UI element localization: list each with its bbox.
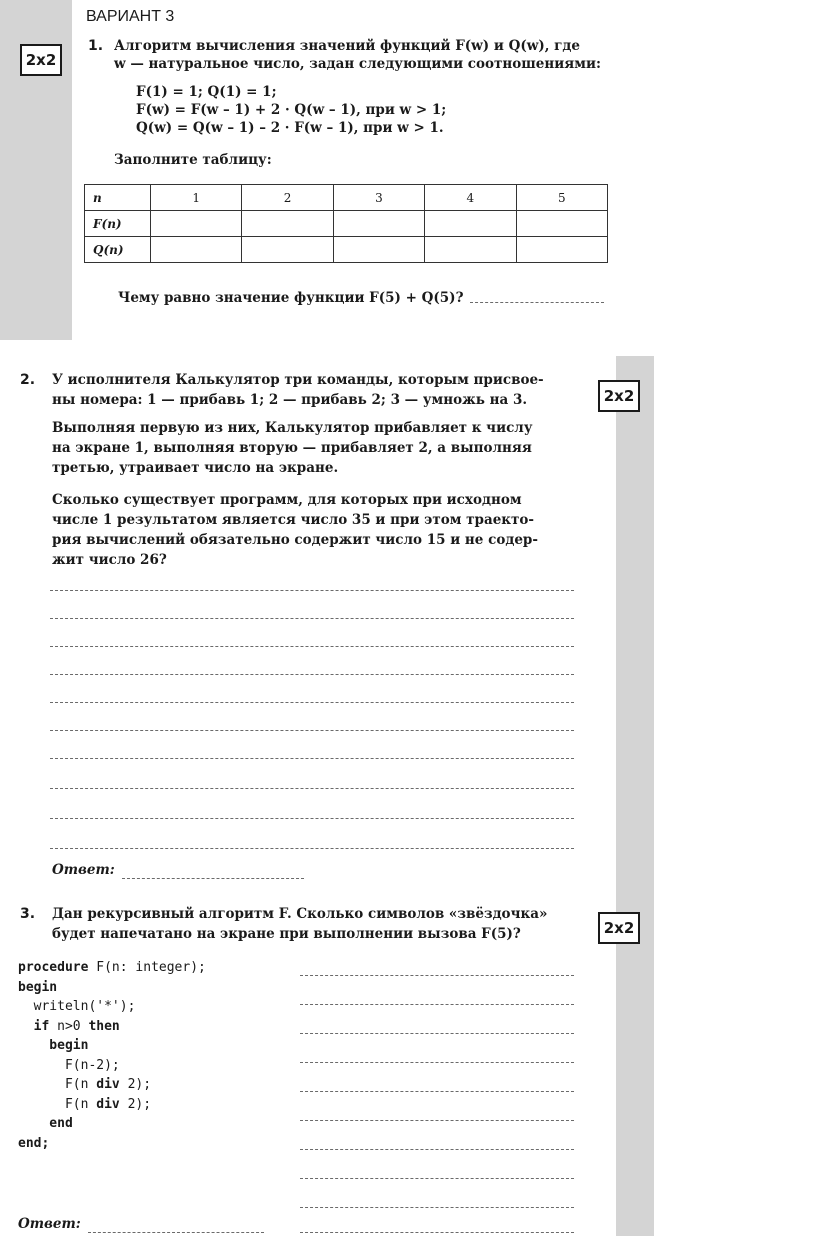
task3-answer-label: Ответ: xyxy=(18,1216,81,1232)
table-row xyxy=(85,211,608,237)
table-row xyxy=(85,237,608,263)
pascal-code xyxy=(18,958,206,1153)
work-line[interactable] xyxy=(300,1178,574,1179)
task1-formula3: Q(w) = Q(w – 1) – 2 · F(w – 1), при w > 1. xyxy=(136,120,444,136)
task1-formula2: F(w) = F(w – 1) + 2 · Q(w – 1), при w > 1; xyxy=(136,102,447,118)
table-cell[interactable] xyxy=(242,237,333,263)
code-text: 2); xyxy=(119,1077,152,1092)
table-cell[interactable] xyxy=(242,211,333,237)
code-text: F(n xyxy=(18,1096,97,1112)
task1-fill-prompt: Заполните таблицу: xyxy=(114,152,272,168)
table-cell[interactable] xyxy=(151,211,242,237)
work-line[interactable] xyxy=(300,1033,574,1034)
task2-p2-line1: Выполняя первую из них, Калькулятор прибавляет к числу xyxy=(52,420,533,436)
work-line[interactable] xyxy=(50,702,574,703)
task3-line2: будет напечатано на экране при выполнении вызова F(5)? xyxy=(52,926,521,942)
code-text: n>0 xyxy=(49,1018,89,1034)
work-line[interactable] xyxy=(50,758,574,759)
work-line[interactable] xyxy=(300,1232,574,1233)
work-line[interactable] xyxy=(300,1091,574,1092)
work-line[interactable] xyxy=(300,1062,574,1063)
work-line[interactable] xyxy=(300,1120,574,1121)
work-line[interactable] xyxy=(300,975,574,976)
badge-2x2-task3: 2x2 xyxy=(598,912,640,944)
table-header-cell: 1 xyxy=(151,185,242,211)
table-cell[interactable] xyxy=(333,237,424,263)
task2-answer-label: Ответ: xyxy=(52,862,115,878)
work-line[interactable] xyxy=(50,618,574,619)
task2-p3-line1: Сколько существует программ, для которых при исходном xyxy=(52,492,522,508)
code-keyword: begin xyxy=(18,1038,89,1053)
table-header-row xyxy=(85,185,608,211)
work-line[interactable] xyxy=(50,788,574,789)
code-text: F(n xyxy=(18,1077,97,1092)
code-keyword: if xyxy=(18,1018,50,1034)
table-row-label: F(n) xyxy=(85,211,151,237)
task2-p2-line2: на экране 1, выполняя вторую — прибавляет 2, а выполняя xyxy=(52,440,532,456)
code-keyword: end xyxy=(18,1116,73,1131)
task2-p1-line1: У исполнителя Калькулятор три команды, которым присвое- xyxy=(52,372,544,388)
table-cell[interactable] xyxy=(425,237,516,263)
task2-answer-line[interactable] xyxy=(122,878,304,879)
task2-p3-line4: жит число 26? xyxy=(52,552,167,568)
function-table xyxy=(84,184,608,263)
task1-answer-line[interactable] xyxy=(470,302,604,303)
work-line[interactable] xyxy=(50,730,574,731)
code-keyword: div xyxy=(96,1077,120,1092)
table-header-cell: 3 xyxy=(333,185,424,211)
table-row-label: Q(n) xyxy=(85,237,151,263)
task1-number: 1. xyxy=(88,38,104,54)
table-cell[interactable] xyxy=(333,211,424,237)
task3-line1: Дан рекурсивный алгоритм F. Сколько символов «звёздочка» xyxy=(52,906,548,922)
work-line[interactable] xyxy=(50,848,574,849)
code-keyword: then xyxy=(88,1018,120,1034)
work-line[interactable] xyxy=(50,590,574,591)
code-text: F(n: integer); xyxy=(88,960,206,975)
table-cell[interactable] xyxy=(516,237,607,263)
task2-number: 2. xyxy=(20,372,36,388)
task2-p3-line2: числе 1 результатом является число 35 и при этом траекто- xyxy=(52,512,535,528)
code-keyword: procedure xyxy=(18,960,89,975)
task1-question: Чему равно значение функции F(5) + Q(5)? xyxy=(118,290,464,306)
table-header-cell: 5 xyxy=(516,185,607,211)
code-text: writeln('*'); xyxy=(18,999,136,1014)
task2-p2-line3: третью, утраивает число на экране. xyxy=(52,460,339,476)
work-line[interactable] xyxy=(300,1149,574,1150)
code-keyword: end; xyxy=(18,1135,50,1151)
work-line[interactable] xyxy=(50,818,574,819)
table-cell[interactable] xyxy=(425,211,516,237)
work-line[interactable] xyxy=(300,1004,574,1005)
variant-title: ВАРИАНТ 3 xyxy=(86,8,175,25)
table-cell[interactable] xyxy=(516,211,607,237)
code-text: 2); xyxy=(119,1096,152,1112)
task1-intro-line2: w — натуральное число, задан следующими соотношениями: xyxy=(114,56,601,72)
task3-number: 3. xyxy=(20,906,36,922)
work-line[interactable] xyxy=(50,674,574,675)
task3-answer-line[interactable] xyxy=(88,1232,264,1233)
code-keyword: begin xyxy=(18,979,58,995)
table-header-cell: 2 xyxy=(242,185,333,211)
table-header-cell: n xyxy=(85,185,151,211)
code-keyword: div xyxy=(96,1096,120,1112)
code-text: F(n-2); xyxy=(18,1057,120,1073)
work-line[interactable] xyxy=(300,1207,574,1208)
badge-2x2-task1: 2x2 xyxy=(20,44,62,76)
table-header-cell: 4 xyxy=(425,185,516,211)
task1-intro-line1: Алгоритм вычисления значений функций F(w) и Q(w), где xyxy=(114,38,581,54)
task2-p1-line2: ны номера: 1 — прибавь 1; 2 — прибавь 2; 3 — умножь на 3. xyxy=(52,392,528,408)
work-line[interactable] xyxy=(50,646,574,647)
right-margin-band xyxy=(616,356,654,1236)
badge-2x2-task2: 2x2 xyxy=(598,380,640,412)
task1-formula1: F(1) = 1; Q(1) = 1; xyxy=(136,84,277,100)
table-cell[interactable] xyxy=(151,237,242,263)
task2-p3-line3: рия вычислений обязательно содержит число 15 и не содер- xyxy=(52,532,538,548)
